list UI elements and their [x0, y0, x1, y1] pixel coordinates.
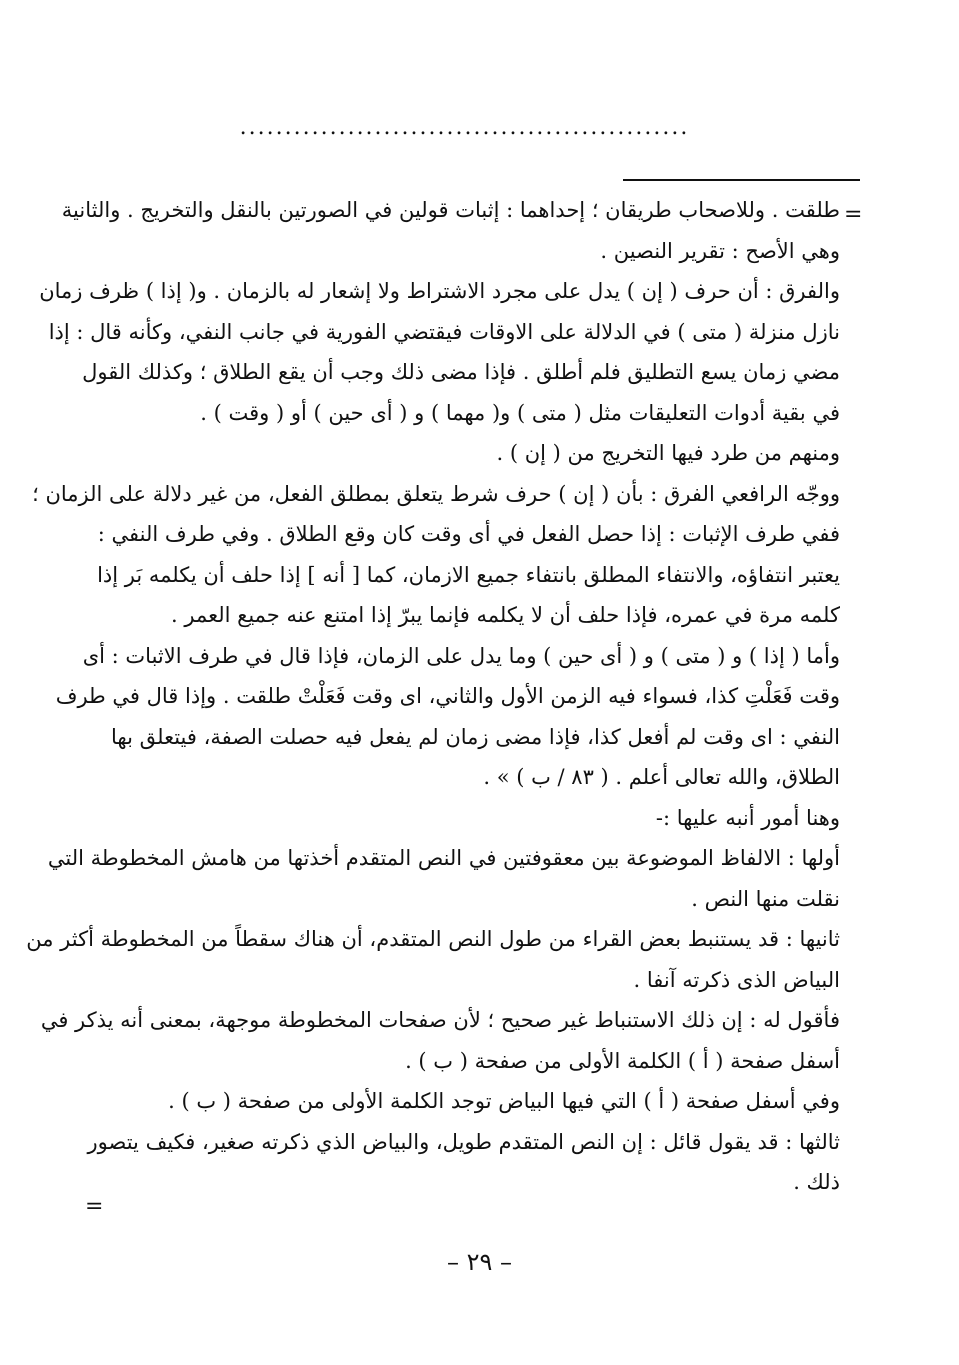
separator-dots: ..................................................	[239, 115, 690, 140]
text-line: وفي أسفل صفحة ( أ ) التي فيها البياض توجد الكلمة الأولى من صفحة ( ب ) .	[168, 1089, 840, 1113]
text-line: الطلاق، والله تعالى أعلم . ( ٨٣ / ب ) » .	[483, 765, 840, 789]
text-line: في بقية أدوات التعليقات مثل ( متى ) و( مهما ) و ( أى حين ) أو ( وقت ) .	[200, 400, 840, 425]
text-line: البياض الذى ذكرته آنفا .	[633, 967, 840, 992]
text-line: أسفل صفحة ( أ ) الكلمة الأولى من صفحة ( ب ) .	[405, 1048, 840, 1073]
page-number: – ٢٩ –	[446, 1248, 513, 1276]
text-line: فأقول له : إن ذلك الاستنباط غير صحيح ؛ لأن صفحات المخطوطة موجهة، بمعنى أنه يذكر في	[40, 1008, 840, 1032]
text-line: النفي : اى وقت لم أفعل كذا، فإذا مضى زمان لم يفعل فيه حصلت الصفة، فيتعلق بها	[111, 724, 840, 749]
text-line: ففي طرف الإثبات : إذا حصل الفعل في أى وقت كان وقع الطلاق . وفي طرف النفي :	[97, 522, 840, 546]
text-line: والفرق : أن حرف ( إن ) يدل على مجرد الاشتراط ولا إشعار له بالزمان . و( إذا ) ظرف زمان	[39, 279, 840, 303]
text-line: وهي الأصح : تقرير النصين .	[600, 238, 840, 263]
text-line: وهنا أمور أنبه عليها :-	[655, 805, 840, 830]
text-line: ذلك .	[793, 1170, 840, 1194]
text-line: نازل منزلة ( متى ) في الدلالة على الاوقات فيقتضي الفورية في جانب النفي، وكأنه قال : إذا	[48, 319, 840, 344]
text-line: مضي زمان يسع التطليق فلم أطلق . فإذا مضى ذلك وجب أن يقع الطلاق ؛ وكذلك القول	[82, 360, 840, 384]
text-line: ومنهم من طرد فيها التخريج من ( إن ) .	[496, 441, 840, 465]
text-line: كلمه مرة في عمره، فإذا حلف أن لا يكلمه فإنما يبرّ إذا امتنع عنه جميع العمر .	[171, 603, 840, 627]
continuation-mark-bottom: =	[85, 1194, 104, 1219]
text-line: ثانيها : قد يستنبط بعض القراء من طول النص المتقدم، أن هناك سقطاً من المخطوطة أكثر من	[26, 927, 840, 951]
text-line: ووجّه الرافعي الفرق : بأن ( إن ) حرف شرط يتعلق بمطلق الفعل، من غير دلالة على الزمان ؛	[32, 481, 840, 506]
body-text	[26, 190, 840, 1203]
text-line: أولها : الالفاظ الموضوعة بين معقوفتين في النص المتقدم أخذتها من هامش المخطوطة التي	[47, 846, 840, 870]
continuation-mark-top: =	[844, 202, 863, 227]
text-line: ثالثها : قد يقول قائل : إن النص المتقدم طويل، والبياض الذي ذكرته صغير، فكيف يتصور	[87, 1129, 840, 1154]
text-line: نقلت منها النص .	[691, 886, 840, 911]
footnote-rule	[623, 179, 860, 181]
text-line: وقت فَعَلْتِ كذا، فسواء فيه الزمن الأول والثاني، اى وقت فَعَلْتْ طلقت . وإذا قال في طرف	[55, 684, 840, 708]
text-line: يعتبر انتفاؤه، والانتفاء المطلق بانتفاء جميع الازمان، كما [ أنه ] إذا حلف أن يكلمه بَر إذا	[97, 562, 840, 587]
text-line: طلقت . وللاصحاب طريقان ؛ إحداهما : إثبات قولين في الصورتين بالنقل والتخريج . والثانية	[61, 198, 840, 222]
text-line: وأما ( إذا ) و ( متى ) و ( أى حين ) وما يدل على الزمان، فإذا قال في طرف الاثبات : أى	[82, 643, 840, 668]
